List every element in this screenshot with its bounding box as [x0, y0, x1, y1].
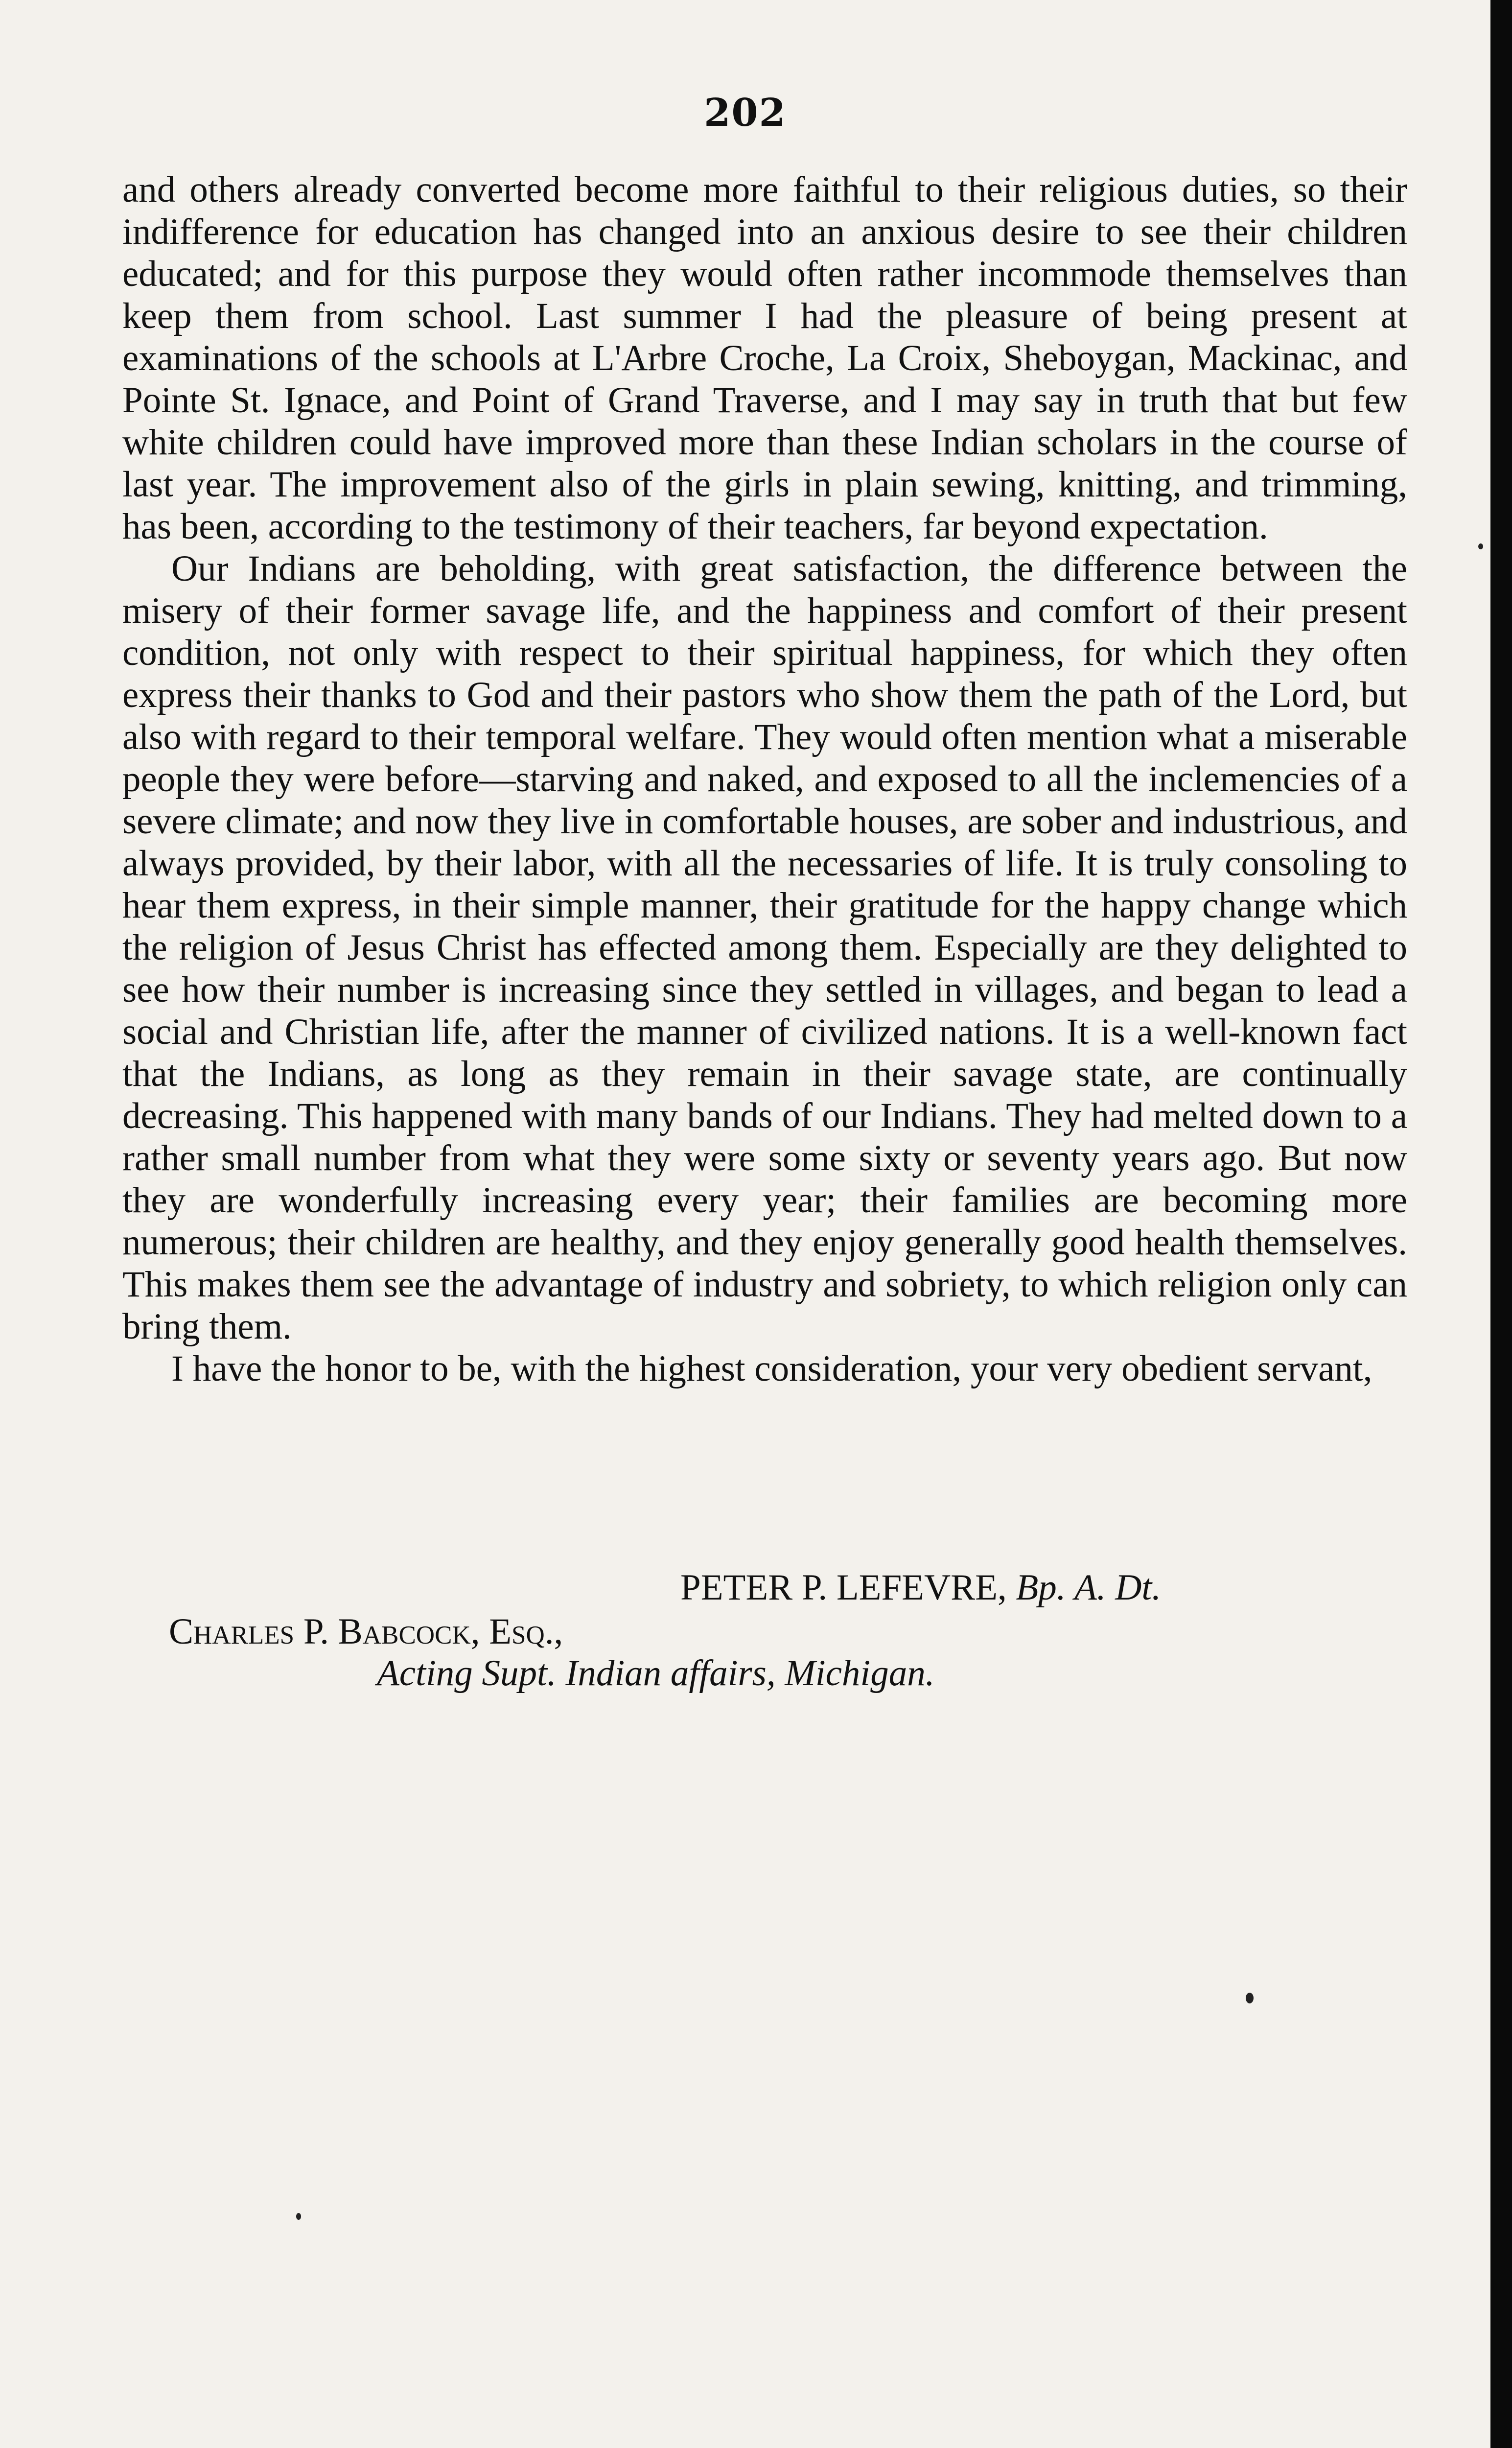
page-number: 202 — [704, 91, 787, 135]
paragraph-2: Our Indians are beholding, with great satisfaction, the difference between the misery of their former savage life, and the happiness and comfort of their present condition, not only with respect to their spiritual happiness, for which they often express their thanks to God and their pastors who show them the path of the Lord, but also with regard to their temporal welfare. They would often mention what a miserable people they were before—starving and naked, and exposed to all the inclemencies of a severe climate; and now they live in comfortable houses, are sober and industrious, and always provided, by their labor, with all the necessaries of life. It is truly consoling to hear them express, in their simple manner, their gratitude for the happy change which the religion of Jesus Christ has effected among them. Especially are they delighted to see how their number is increasing since they settled in villages, and began to lead a social and Christian life, after the manner of civilized nations. It is a well-known fact that the Indians, as long as they remain in their savage state, are continually decreasing. This happened with many bands of our Indians. They had melted down to a rather small number from what they were some sixty or seventy years ago. But now they are wonderfully increasing every year; their families are becoming more numerous; their children are healthy, and they enjoy generally good health themselves. This makes them see the advantage of industry and sobriety, to which religion only can bring them. — [122, 548, 1407, 1347]
paragraph-1: and others already converted become more faithful to their religious duties, so their indifference for education has changed into an anxious desire to see their children educated; and for this purpose they would often rather incommode themselves than keep them from school. Last summer I had the pleasure of being present at examinations of the schools at L'Arbre Croche, La Croix, Sheboygan, Mackinac, and Pointe St. Ignace, and Point of Grand Traverse, and I may say in truth that but few white children could have improved more than these Indian scholars in the course of last year. The improvement also of the girls in plain sewing, knitting, and trimming, has been, according to the testimony of their teachers, far beyond expectation. — [122, 169, 1407, 547]
paragraph-3-closing: I have the honor to be, with the highest consideration, your very obedient servant, — [171, 1348, 1372, 1389]
signature-name: PETER P. LEFEVRE, — [680, 1567, 1007, 1608]
signature-title: Bp. A. Dt. — [1016, 1567, 1162, 1608]
recipient-name: Charles P. Babcock, Esq., — [169, 1611, 563, 1652]
signature-line — [680, 1567, 1161, 1609]
scan-speck — [1246, 1993, 1254, 2003]
recipient-role: Acting Supt. Indian affairs, Michigan. — [377, 1653, 935, 1694]
letter-body — [122, 169, 1407, 1390]
scan-speck — [296, 2213, 301, 2220]
scan-speck — [1478, 543, 1483, 549]
